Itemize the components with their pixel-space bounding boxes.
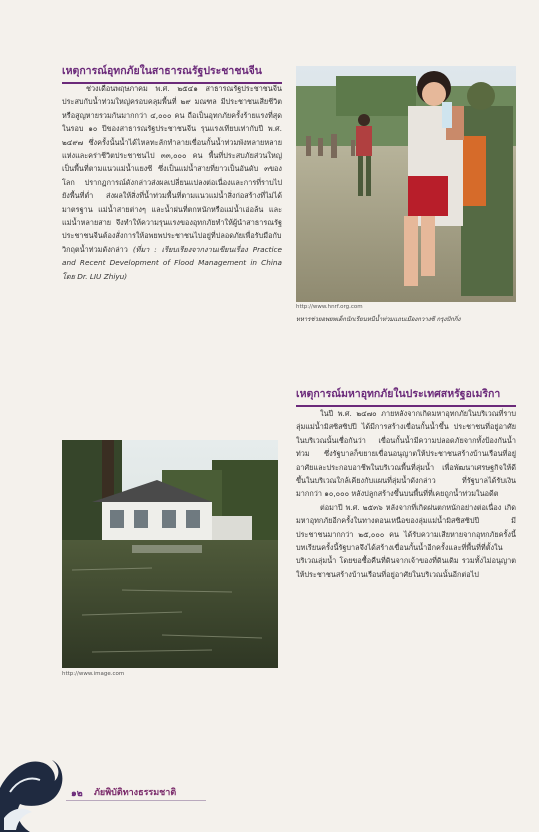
china-flood-photo [296, 66, 516, 302]
series-title: ภัยพิบัติทางธรรมชาติ [94, 788, 177, 798]
china-flood-heading: เหตุการณ์อุทกภัยในสาธารณรัฐประชาชนจีน [62, 62, 282, 84]
china-flood-citation: (ที่มา : เรียบเรียงจากงานเขียนเรื่อง Practice and Recent Development of Flood Management in China โดย Dr. LIU Zhiyu) [62, 244, 282, 281]
usa-photo-credit: http://www.image.com [62, 671, 125, 677]
usa-flood-paragraph-2: ต่อมาปี พ.ศ. ๒๕๓๖ หลังจากที่เกิดฝนตกหนักอย่างต่อเนื่อง เกิดมหาอุทกภัยอีกครั้งในทางตอนเหนือของลุ่มแม่น้ำมิสซิสซิปปี มีประชาชนมากกว่า ๒๕,๐๐๐ คน ได้รับความเสียหายจากอุทกภัยครั้งนี้ บทเรียนครั้งนี้รัฐบาลจึงได้สร้างเขื่อนกั้นน้ำอีกครั้งและที่พื้นที่ที่ตั้งในบริเวณลุ่มน้ำ โดยขอซื้อคืนที่ดินจากเจ้าของที่ดินเดิม รวมทั้งไม่อนุญาตให้ประชาชนสร้างบ้านเรือนที่อยู่อาศัยในบริเวณนั้นอีกต่อไป [296, 502, 516, 579]
china-photo-credit: http://www.hnrf.org.com [296, 304, 363, 310]
china-flood-paragraph: ช่วงเดือนพฤษภาคม พ.ศ. ๒๕๔๑ สาธารณรัฐประชาชนจีนประสบกับน้ำท่วมใหญ่ครอบคลุมพื้นที่ ๒๙ มณฑล มีประชาชนเสียชีวิตหรือสูญหายรวมกันมากกว่า ๔,๐๐๐ คน ถือเป็นอุทกภัยครั้งร้ายแรงที่สุดในรอบ ๑๐ ปีของสาธารณรัฐประชาชนจีน รุนแรงเทียบเท่ากับปี พ.ศ. ๒๔๙๗ ซึ่งครั้งนั้นน้ำได้ไหลทะลักทำลายเขื่อนกั้นน้ำท่วมพังทลายหลายแห่งและคร่าชีวิตประชาชนไป ๓๓,๐๐๐ คน พื้นที่ประสบภัยส่วนใหญ่เป็นพื้นที่ตามแนวแม่น้ำแยงซี ซึ่งเป็นแม่น้ำสายที่ยาวเป็นอันดับ ๓ของโลก ปรากฏการณ์ดังกล่าวส่งผลเปลี่ยนแปลงต่อเนื่องและการที่ราบไปยังพื้นที่ต่ำ ส่งผลให้สิ่งที่น้ำท่วมพื้นที่ตามแนวแม่น้ำสิ่งก่อสร้างที่ไม่ได้มาตรฐาน แม่น้ำสายต่างๆ และน้ำฝนที่ตกหนักหรือแม่น้ำเอ่อล้น และแม่น้ำหลายสาย จึงทำให้ความรุนแรงของอุทกภัยทำให้ผู้นำสาธารณรัฐประชาชนจีนต้องสั่งการให้อพยพประชาชนไปอยู่ที่ปลอดภัยเพื่อรับมือกับวิกฤตน้ำท่วมดังกล่าว [62, 84, 282, 254]
usa-flood-photo [62, 440, 278, 668]
wave-logo [0, 748, 66, 832]
usa-flood-heading: เหตุการณ์มหาอุทกภัยในประเทศสหรัฐอเมริกา [296, 385, 516, 407]
usa-flood-paragraph-1: ในปี พ.ศ. ๒๔๗๐ ภายหลังจากเกิดมหาอุทกภัยในบริเวณที่ราบลุ่มแม่น้ำมิสซิสซิปปี ได้มีการสร้างเขื่อนกั้นน้ำขึ้น ประชาชนที่อยู่อาศัยในบริเวณนั้นเชื่อกันว่า เขื่อนกั้นน้ำมีความปลอดภัยจากทั้งป้องกันน้ำท่วม ซึ่งรัฐบาลก็ขยายเขื่อนอนุญาตให้ประชาชนสร้างบ้านเรือนที่อยู่อาศัยและประกอบอาชีพในบริเวณพื้นที่ลุ่มน้ำ เพื่อพัฒนาเศรษฐกิจให้ดีขึ้นในบริเวณใกล้เคียงกับแผนที่ลุ่มน้ำดังกล่าว ที่รัฐบาลได้รับเงินมากกว่า ๑๐,๐๐๐ หลังปลูกสร้างขึ้นบนพื้นที่ที่เคยถูกน้ำท่วมในอดีต [296, 409, 516, 499]
usa-flood-article [296, 407, 516, 727]
china-flood-article [62, 82, 282, 422]
china-photo-caption: ทหารช่วยอพยพเด็กนักเรียนหนีน้ำท่วมแถบเมืองกวางซี กรุงปักกิ่ง [296, 316, 461, 323]
footer-rule [66, 800, 206, 801]
page-number: ๑๒ [71, 789, 83, 799]
